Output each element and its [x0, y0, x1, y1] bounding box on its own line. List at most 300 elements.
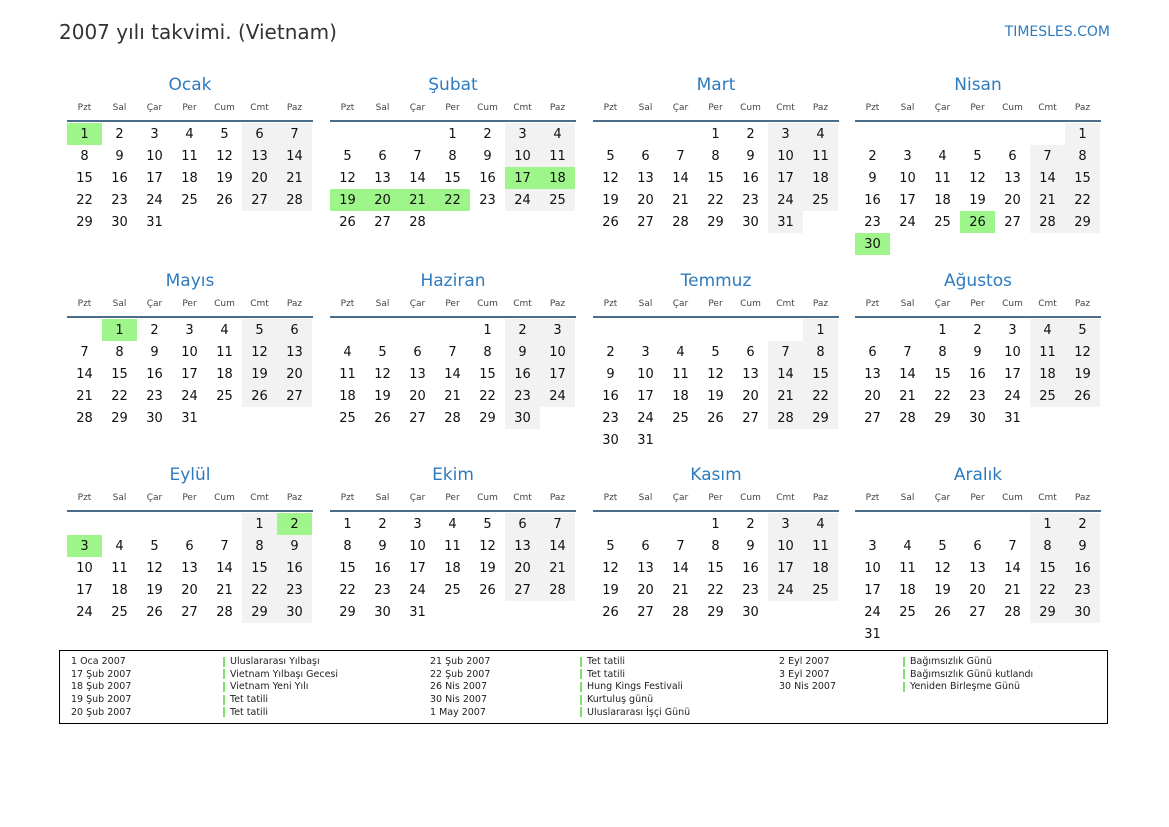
holiday-marker — [223, 682, 225, 692]
day-cell: 5 — [938, 538, 947, 554]
day-cell: 25 — [899, 604, 916, 620]
day-cell: 11 — [339, 366, 356, 382]
day-cell: 14 — [540, 535, 575, 557]
day-cell: 29 — [934, 410, 951, 426]
empty-cell — [137, 513, 172, 535]
holiday-day-cell: 22 — [435, 189, 470, 211]
legend-dates-col-3 — [779, 656, 836, 694]
day-cell: 24 — [146, 192, 163, 208]
day-cell: 14 — [76, 366, 93, 382]
weekday-label: Çar — [409, 103, 426, 113]
day-cell: 18 — [899, 582, 916, 598]
day-cell: 6 — [413, 344, 422, 360]
holiday-day-cell: 30 — [855, 233, 890, 255]
day-cell: 13 — [242, 145, 277, 167]
day-cell: 14 — [1030, 167, 1065, 189]
weekday-label: Cum — [740, 299, 761, 309]
weekday-label: Pzt — [865, 103, 880, 113]
day-cell: 1 — [1065, 123, 1100, 145]
day-cell: 19 — [216, 170, 233, 186]
day-cell: 22 — [111, 388, 128, 404]
day-cell: 27 — [1004, 214, 1021, 230]
day-cell: 26 — [602, 604, 619, 620]
day-cell: 24 — [1004, 388, 1021, 404]
day-cell: 14 — [768, 363, 803, 385]
day-cell: 16 — [146, 366, 163, 382]
day-cell: 22 — [707, 582, 724, 598]
day-cell: 16 — [969, 366, 986, 382]
day-cell: 9 — [868, 170, 877, 186]
day-cell: 14 — [444, 366, 461, 382]
day-cell: 19 — [934, 582, 951, 598]
weekday-label: Per — [970, 493, 985, 503]
empty-cell — [628, 513, 663, 535]
day-cell: 24 — [76, 604, 93, 620]
day-cell: 24 — [181, 388, 198, 404]
day-cell: 13 — [1004, 170, 1021, 186]
holiday-marker — [580, 682, 582, 692]
day-cell: 19 — [479, 560, 496, 576]
day-cell: 5 — [150, 538, 159, 554]
day-cell: 23 — [864, 214, 881, 230]
weekday-label: Per — [182, 493, 197, 503]
day-cell: 16 — [374, 560, 391, 576]
day-cell: 7 — [676, 148, 685, 164]
day-cell: 15 — [242, 557, 277, 579]
weekday-label: Cum — [214, 103, 235, 113]
day-cell: 22 — [242, 579, 277, 601]
day-cell: 24 — [899, 214, 916, 230]
month-name: Kasım — [690, 465, 742, 485]
site-link[interactable]: TIMESLES.COM — [1004, 24, 1110, 40]
day-cell: 14 — [1004, 560, 1021, 576]
weekday-label: Per — [445, 103, 460, 113]
day-cell: 21 — [1004, 582, 1021, 598]
empty-cell — [855, 123, 890, 145]
weekday-label: Cmt — [250, 493, 269, 503]
day-cell: 12 — [374, 366, 391, 382]
weekday-label: Pzt — [77, 103, 92, 113]
day-cell: 3 — [413, 516, 422, 532]
day-cell: 14 — [672, 170, 689, 186]
weekday-label: Sal — [375, 103, 390, 113]
day-cell: 23 — [969, 388, 986, 404]
empty-cell — [67, 319, 102, 341]
weekday-label: Paz — [812, 493, 829, 503]
day-cell: 1 — [483, 322, 492, 338]
legend-holiday: Tet tatili — [580, 669, 690, 682]
empty-cell — [698, 319, 733, 341]
day-cell: 19 — [602, 192, 619, 208]
day-cell: 2 — [868, 148, 877, 164]
empty-cell — [925, 123, 960, 145]
day-cell: 13 — [374, 170, 391, 186]
legend-holiday: Tet tatili — [223, 707, 338, 720]
day-cell: 2 — [483, 126, 492, 142]
day-cell: 3 — [868, 538, 877, 554]
day-cell: 27 — [864, 410, 881, 426]
weekday-label: Per — [970, 299, 985, 309]
month-calendar — [67, 74, 313, 233]
day-cell: 20 — [277, 363, 312, 385]
weekday-label: Cum — [477, 493, 498, 503]
day-cell: 6 — [505, 513, 540, 535]
legend-date: 3 Eyl 2007 — [779, 668, 830, 680]
empty-cell — [663, 513, 698, 535]
legend-date: 30 Nis 2007 — [430, 694, 487, 706]
weekday-label: Sal — [900, 299, 915, 309]
holiday-marker — [903, 657, 905, 667]
holiday-marker — [223, 695, 225, 705]
empty-cell — [593, 513, 628, 535]
weekday-label: Çar — [672, 299, 689, 309]
legend-holiday: Tet tatili — [580, 656, 690, 669]
day-cell: 22 — [934, 388, 951, 404]
empty-cell — [435, 319, 470, 341]
day-cell: 9 — [1065, 535, 1100, 557]
day-cell: 20 — [864, 388, 881, 404]
day-cell: 9 — [150, 344, 159, 360]
day-cell: 16 — [864, 192, 881, 208]
day-cell: 8 — [711, 148, 720, 164]
day-cell: 15 — [111, 366, 128, 382]
weekday-label: Paz — [1074, 299, 1091, 309]
weekday-label: Cmt — [513, 103, 532, 113]
legend-holiday: Kurtuluş günü — [580, 694, 690, 707]
day-cell: 10 — [76, 560, 93, 576]
holiday-marker — [223, 669, 225, 679]
day-cell: 28 — [76, 410, 93, 426]
weekday-label: Cmt — [776, 299, 795, 309]
weekday-label: Per — [708, 103, 723, 113]
day-cell: 25 — [540, 189, 575, 211]
weekday-header — [330, 486, 576, 512]
day-cell: 23 — [374, 582, 391, 598]
day-cell: 11 — [444, 538, 461, 554]
day-cell: 30 — [277, 601, 312, 623]
weekday-label: Pzt — [340, 103, 355, 113]
holiday-day-cell: 26 — [960, 211, 995, 233]
day-cell: 15 — [444, 170, 461, 186]
weekday-label: Pzt — [340, 493, 355, 503]
day-cell: 28 — [899, 410, 916, 426]
day-cell: 20 — [637, 582, 654, 598]
day-cell: 12 — [969, 170, 986, 186]
weekday-header — [855, 486, 1101, 512]
day-cell: 8 — [1065, 145, 1100, 167]
empty-cell — [855, 319, 890, 341]
day-cell: 20 — [181, 582, 198, 598]
empty-cell — [995, 513, 1030, 535]
empty-cell — [102, 513, 137, 535]
empty-cell — [172, 513, 207, 535]
day-cell: 9 — [606, 366, 615, 382]
day-cell: 1 — [803, 319, 838, 341]
day-cell: 18 — [111, 582, 128, 598]
day-cell: 13 — [505, 535, 540, 557]
day-cell: 31 — [864, 626, 881, 642]
day-cell: 7 — [448, 344, 457, 360]
day-cell: 1 — [1030, 513, 1065, 535]
weekday-header — [67, 486, 313, 512]
day-cell: 13 — [637, 560, 654, 576]
empty-cell — [330, 123, 365, 145]
day-cell: 4 — [540, 123, 575, 145]
day-cell: 6 — [1008, 148, 1017, 164]
weekday-label: Pzt — [77, 299, 92, 309]
weekday-label: Cmt — [250, 299, 269, 309]
day-cell: 30 — [374, 604, 391, 620]
day-cell: 14 — [409, 170, 426, 186]
legend-dates-col-2 — [430, 656, 490, 719]
day-cell: 5 — [606, 148, 615, 164]
month-name: Mayıs — [165, 271, 215, 291]
weekday-label: Cum — [740, 493, 761, 503]
month-calendar — [330, 270, 576, 429]
day-cell: 23 — [479, 192, 496, 208]
weekday-label: Sal — [112, 299, 127, 309]
weekday-label: Sal — [112, 493, 127, 503]
day-cell: 30 — [742, 604, 759, 620]
empty-cell — [890, 123, 925, 145]
holiday-marker — [903, 682, 905, 692]
day-cell: 22 — [1065, 189, 1100, 211]
empty-cell — [67, 513, 102, 535]
day-cell: 30 — [969, 410, 986, 426]
day-cell: 6 — [185, 538, 194, 554]
day-cell: 8 — [343, 538, 352, 554]
day-cell: 17 — [899, 192, 916, 208]
month-calendar — [855, 270, 1101, 429]
day-cell: 21 — [672, 582, 689, 598]
day-cell: 19 — [707, 388, 724, 404]
day-cell: 4 — [676, 344, 685, 360]
day-cell: 7 — [768, 341, 803, 363]
day-cell: 18 — [216, 366, 233, 382]
day-cell: 12 — [707, 366, 724, 382]
day-cell: 10 — [540, 341, 575, 363]
day-cell: 12 — [216, 148, 233, 164]
day-cell: 26 — [339, 214, 356, 230]
day-cell: 16 — [742, 170, 759, 186]
legend-names-col-1 — [223, 656, 338, 719]
day-grid — [855, 122, 1101, 255]
day-cell: 7 — [277, 123, 312, 145]
month-name: Mart — [696, 75, 736, 95]
empty-cell — [855, 513, 890, 535]
day-cell: 11 — [216, 344, 233, 360]
day-cell: 7 — [80, 344, 89, 360]
legend-date: 19 Şub 2007 — [71, 694, 132, 706]
day-cell: 20 — [1004, 192, 1021, 208]
holiday-day-cell: 2 — [277, 513, 312, 535]
day-cell: 6 — [242, 123, 277, 145]
day-cell: 22 — [76, 192, 93, 208]
legend-date: 1 Oca 2007 — [71, 656, 126, 667]
day-cell: 10 — [899, 170, 916, 186]
day-cell: 11 — [111, 560, 128, 576]
empty-cell — [593, 123, 628, 145]
legend-holiday: Bağımsızlık Günü kutlandı — [903, 669, 1033, 682]
weekday-label: Sal — [112, 103, 127, 113]
day-cell: 5 — [711, 344, 720, 360]
holiday-day-cell: 18 — [540, 167, 575, 189]
weekday-label: Pzt — [603, 103, 618, 113]
day-cell: 4 — [938, 148, 947, 164]
day-cell: 2 — [606, 344, 615, 360]
day-cell: 2 — [746, 126, 755, 142]
day-grid — [593, 122, 839, 233]
day-cell: 18 — [181, 170, 198, 186]
day-cell: 22 — [1030, 579, 1065, 601]
month-calendar — [855, 74, 1101, 255]
day-cell: 18 — [803, 167, 838, 189]
day-cell: 4 — [803, 123, 838, 145]
weekday-label: Çar — [934, 493, 951, 503]
day-cell: 15 — [479, 366, 496, 382]
day-cell: 6 — [973, 538, 982, 554]
day-cell: 9 — [378, 538, 387, 554]
page-title: 2007 yılı takvimi. (Vietnam) — [59, 20, 337, 44]
day-cell: 1 — [343, 516, 352, 532]
day-cell: 11 — [672, 366, 689, 382]
day-cell: 29 — [479, 410, 496, 426]
day-cell: 26 — [479, 582, 496, 598]
day-cell: 28 — [768, 407, 803, 429]
legend-holiday: Tet tatili — [223, 694, 338, 707]
empty-cell — [995, 123, 1030, 145]
day-cell: 28 — [444, 410, 461, 426]
day-cell: 3 — [150, 126, 159, 142]
day-cell: 21 — [672, 192, 689, 208]
weekday-label: Paz — [812, 299, 829, 309]
empty-cell — [663, 123, 698, 145]
day-cell: 20 — [409, 388, 426, 404]
day-cell: 12 — [1065, 341, 1100, 363]
day-cell: 18 — [339, 388, 356, 404]
day-cell: 23 — [742, 192, 759, 208]
day-cell: 24 — [864, 604, 881, 620]
day-cell: 21 — [1030, 189, 1065, 211]
day-cell: 8 — [242, 535, 277, 557]
day-cell: 24 — [540, 385, 575, 407]
holiday-marker — [580, 695, 582, 705]
day-cell: 10 — [505, 145, 540, 167]
day-cell: 23 — [505, 385, 540, 407]
day-cell: 19 — [374, 388, 391, 404]
weekday-label: Cum — [477, 299, 498, 309]
weekday-label: Paz — [812, 103, 829, 113]
day-cell: 21 — [444, 388, 461, 404]
empty-cell — [890, 513, 925, 535]
day-grid — [67, 122, 313, 233]
day-cell: 13 — [742, 366, 759, 382]
legend-date: 2 Eyl 2007 — [779, 656, 830, 667]
day-cell: 3 — [768, 513, 803, 535]
day-cell: 2 — [115, 126, 124, 142]
day-cell: 26 — [934, 604, 951, 620]
day-cell: 1 — [711, 126, 720, 142]
day-cell: 19 — [1065, 363, 1100, 385]
day-cell: 8 — [803, 341, 838, 363]
day-cell: 6 — [746, 344, 755, 360]
weekday-label: Cmt — [1038, 103, 1057, 113]
day-cell: 8 — [711, 538, 720, 554]
day-cell: 21 — [540, 557, 575, 579]
day-cell: 3 — [540, 319, 575, 341]
empty-cell — [365, 123, 400, 145]
day-cell: 10 — [1004, 344, 1021, 360]
day-cell: 3 — [641, 344, 650, 360]
day-cell: 9 — [746, 538, 755, 554]
legend-date: 20 Şub 2007 — [71, 706, 132, 718]
day-cell: 24 — [505, 189, 540, 211]
weekday-label: Cum — [477, 103, 498, 113]
weekday-label: Paz — [549, 103, 566, 113]
day-cell: 1 — [448, 126, 457, 142]
day-cell: 25 — [339, 410, 356, 426]
legend-date: 30 Nis 2007 — [779, 681, 836, 693]
month-calendar — [593, 464, 839, 623]
day-cell: 16 — [111, 170, 128, 186]
day-cell: 25 — [1030, 385, 1065, 407]
day-cell: 25 — [444, 582, 461, 598]
holiday-day-cell: 17 — [505, 167, 540, 189]
day-cell: 28 — [1004, 604, 1021, 620]
day-cell: 6 — [641, 148, 650, 164]
day-cell: 20 — [742, 388, 759, 404]
day-cell: 14 — [672, 560, 689, 576]
weekday-label: Paz — [1074, 493, 1091, 503]
day-cell: 9 — [483, 148, 492, 164]
weekday-header — [330, 96, 576, 122]
day-cell: 21 — [899, 388, 916, 404]
day-cell: 27 — [242, 189, 277, 211]
day-cell: 18 — [1030, 363, 1065, 385]
day-cell: 11 — [934, 170, 951, 186]
day-cell: 7 — [413, 148, 422, 164]
day-cell: 18 — [444, 560, 461, 576]
month-calendar — [330, 74, 576, 233]
day-cell: 12 — [602, 170, 619, 186]
day-cell: 3 — [768, 123, 803, 145]
day-cell: 23 — [602, 410, 619, 426]
day-cell: 29 — [76, 214, 93, 230]
day-cell: 12 — [242, 341, 277, 363]
day-cell: 27 — [181, 604, 198, 620]
empty-cell — [628, 123, 663, 145]
day-cell: 18 — [934, 192, 951, 208]
day-cell: 17 — [181, 366, 198, 382]
weekday-label: Paz — [549, 299, 566, 309]
day-cell: 5 — [220, 126, 229, 142]
empty-cell — [330, 319, 365, 341]
weekday-header — [855, 292, 1101, 318]
day-cell: 20 — [505, 557, 540, 579]
day-cell: 29 — [111, 410, 128, 426]
month-name: Ocak — [168, 75, 212, 95]
weekday-label: Sal — [375, 299, 390, 309]
day-cell: 8 — [938, 344, 947, 360]
legend-names-col-2 — [580, 656, 690, 719]
day-cell: 15 — [1030, 557, 1065, 579]
day-cell: 1 — [938, 322, 947, 338]
day-cell: 17 — [864, 582, 881, 598]
day-cell: 26 — [242, 385, 277, 407]
weekday-header — [593, 96, 839, 122]
holiday-day-cell: 21 — [400, 189, 435, 211]
legend-date: 21 Şub 2007 — [430, 656, 491, 667]
